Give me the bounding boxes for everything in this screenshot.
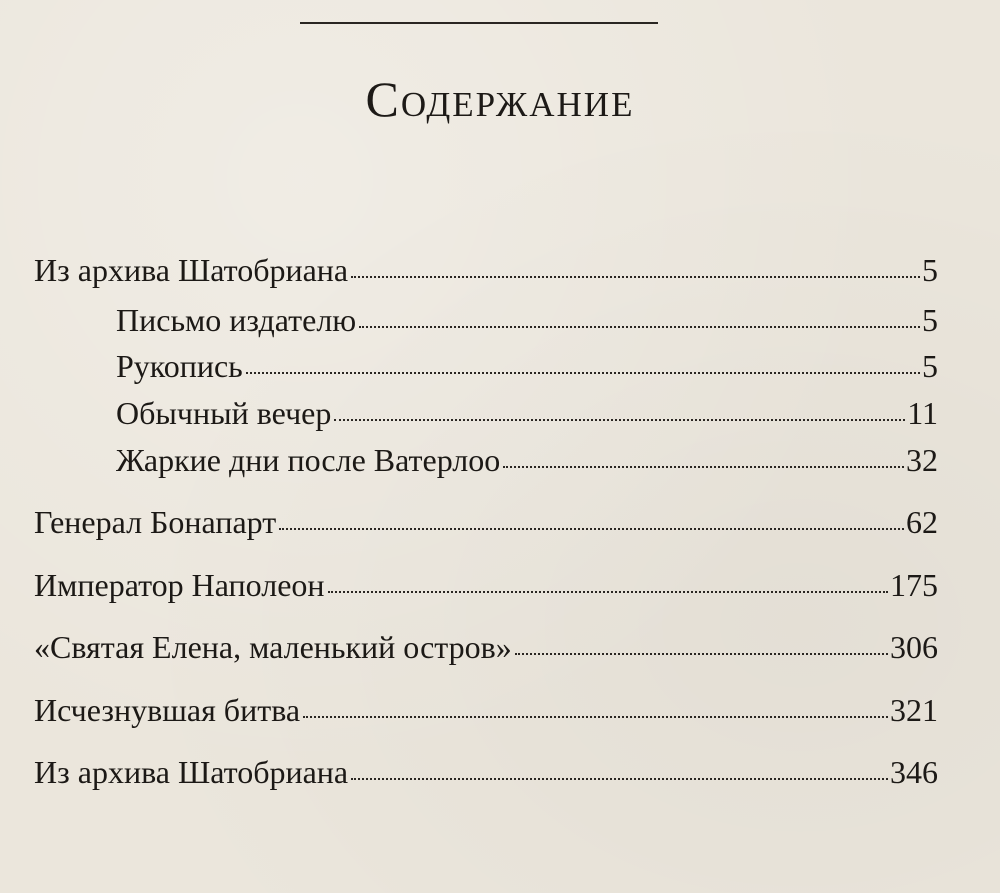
toc-entry-page: 175 bbox=[890, 567, 938, 603]
toc-entry bbox=[34, 502, 938, 542]
toc-entry-title: Из архива Шатобриана bbox=[34, 252, 349, 288]
dot-leader bbox=[246, 371, 920, 374]
dot-leader bbox=[515, 652, 888, 655]
toc-entry-page: 62 bbox=[906, 504, 938, 540]
toc-entry bbox=[34, 250, 938, 290]
toc-entry-title: Обычный вечер bbox=[116, 395, 332, 431]
toc-entry-title: Император Наполеон bbox=[34, 567, 325, 603]
toc-entry bbox=[34, 565, 938, 605]
toc-entry-page: 321 bbox=[890, 692, 938, 728]
dot-leader bbox=[328, 590, 888, 593]
toc-entry-page: 5 bbox=[922, 302, 938, 338]
toc-entry-page: 11 bbox=[907, 395, 938, 431]
toc-entry bbox=[34, 752, 938, 792]
toc-entry-title: Исчезнувшая битва bbox=[34, 692, 301, 728]
toc-subentry bbox=[116, 440, 938, 480]
toc-entry-title: Жаркие дни после Ватерлоо bbox=[116, 442, 501, 478]
toc-entry-title: Письмо издателю bbox=[116, 302, 357, 338]
toc-entry-page: 346 bbox=[890, 754, 938, 790]
dot-leader bbox=[503, 465, 904, 468]
dot-leader bbox=[359, 325, 920, 328]
toc-subentry bbox=[116, 300, 938, 340]
toc-entry-title: Рукопись bbox=[116, 348, 243, 384]
dot-leader bbox=[303, 715, 888, 718]
toc-entry-title: «Святая Елена, маленький остров» bbox=[34, 629, 512, 665]
dot-leader bbox=[351, 275, 920, 278]
toc-entry-title: Из архива Шатобриана bbox=[34, 754, 349, 790]
toc-entry-title: Генерал Бонапарт bbox=[34, 504, 277, 540]
page-title: Содержание bbox=[365, 71, 635, 127]
toc-entry bbox=[34, 627, 938, 667]
toc-entry-page: 306 bbox=[890, 629, 938, 665]
toc-entry-page: 5 bbox=[922, 252, 938, 288]
toc-subentry bbox=[116, 346, 938, 386]
toc-entry-page: 5 bbox=[922, 348, 938, 384]
dot-leader bbox=[351, 777, 888, 780]
toc-subentry bbox=[116, 393, 938, 433]
toc-entry-page: 32 bbox=[906, 442, 938, 478]
dot-leader bbox=[334, 418, 905, 421]
dot-leader bbox=[279, 527, 904, 530]
toc-entry bbox=[34, 690, 938, 730]
